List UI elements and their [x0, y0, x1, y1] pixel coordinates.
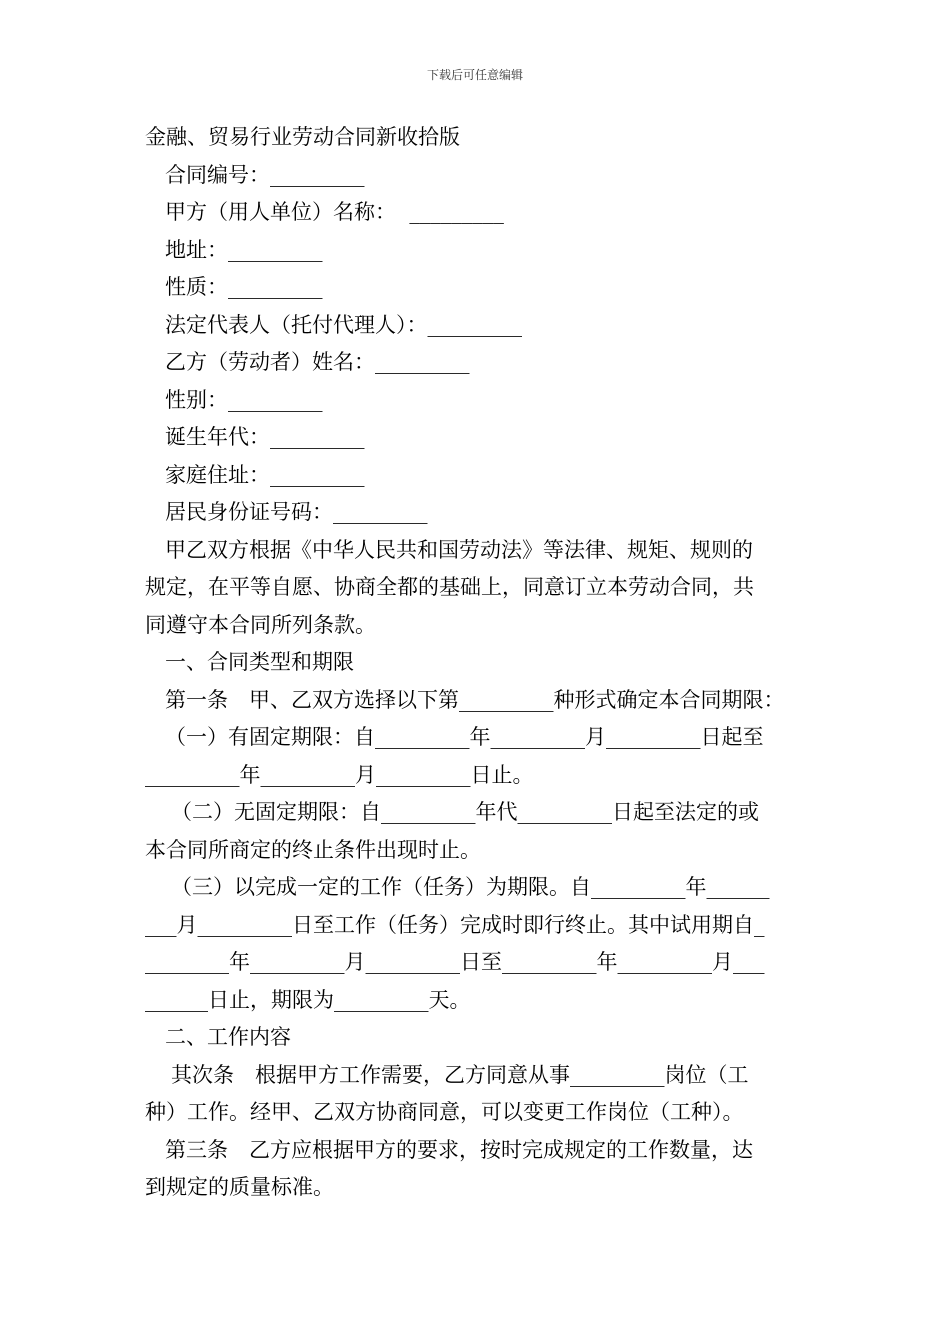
employer-name-field: 甲方（用人单位）名称： _________	[165, 200, 504, 224]
employee-name-field: 乙方（劳动者）姓名：_________	[165, 350, 470, 374]
fixed-term-line-1: （一）有固定期限：自_________年_________月_________日起至	[165, 725, 764, 749]
contract-document-body	[145, 119, 810, 1207]
section-2-heading: 二、工作内容	[165, 1025, 291, 1049]
article-2-line-1: 其次条 根据甲方工作需要，乙方同意从事_________岗位（工	[171, 1062, 749, 1087]
document-title: 金融、贸易行业劳动合同新收拾版	[145, 125, 460, 149]
preamble-line-1: 甲乙双方根据《中华人民共和国劳动法》等法律、规矩、规则的	[165, 537, 753, 562]
article-1-line: 第一条 甲、乙双方选择以下第_________种形式确定本合同期限：	[165, 687, 785, 712]
employee-gender-field: 性别：_________	[165, 387, 323, 412]
task-term-line-2: ___月_________日至工作（任务）完成时即行终止。其中试用期自_	[145, 912, 765, 937]
employer-address-field: 地址：_________	[165, 237, 323, 262]
open-term-line-2: 本合同所商定的终止条件出现时止。	[145, 837, 481, 862]
contract-number-field: 合同编号：_________	[165, 162, 365, 187]
open-term-line-1: （二）无固定期限：自_________年代_________日起至法定的或	[171, 800, 759, 824]
employee-birth-field: 诞生年代：_________	[165, 425, 365, 449]
article-3-line-1: 第三条 乙方应根据甲方的要求，按时完成规定的工作数量，达	[165, 1137, 753, 1162]
employee-home-address-field: 家庭住址：_________	[165, 462, 365, 487]
task-term-line-1: （三）以完成一定的工作（任务）为期限。自_________年______	[171, 875, 770, 899]
employee-id-number-field: 居民身份证号码：_________	[165, 500, 428, 524]
preamble-line-2: 规定，在平等自愿、协商全都的基础上，同意订立本劳动合同，共	[145, 575, 754, 599]
legal-representative-field: 法定代表人（托付代理人）：_________	[165, 312, 522, 337]
section-1-heading: 一、合同类型和期限	[165, 650, 354, 674]
article-2-line-2: 种）工作。经甲、乙双方协商同意，可以变更工作岗位（工种）。	[145, 1100, 744, 1124]
task-term-line-4: ______日止，期限为_________天。	[145, 987, 471, 1012]
task-term-line-3: ________年_________月_________日至_________年_________月___	[145, 950, 765, 974]
page-header-note: 下载后可任意编辑	[426, 68, 523, 82]
fixed-term-line-2: _________年_________月_________日止。	[145, 762, 534, 787]
preamble-line-3: 同遵守本合同所列条款。	[145, 612, 376, 637]
employer-nature-field: 性质：_________	[165, 275, 323, 299]
article-3-line-2: 到规定的质量标准。	[145, 1175, 334, 1199]
